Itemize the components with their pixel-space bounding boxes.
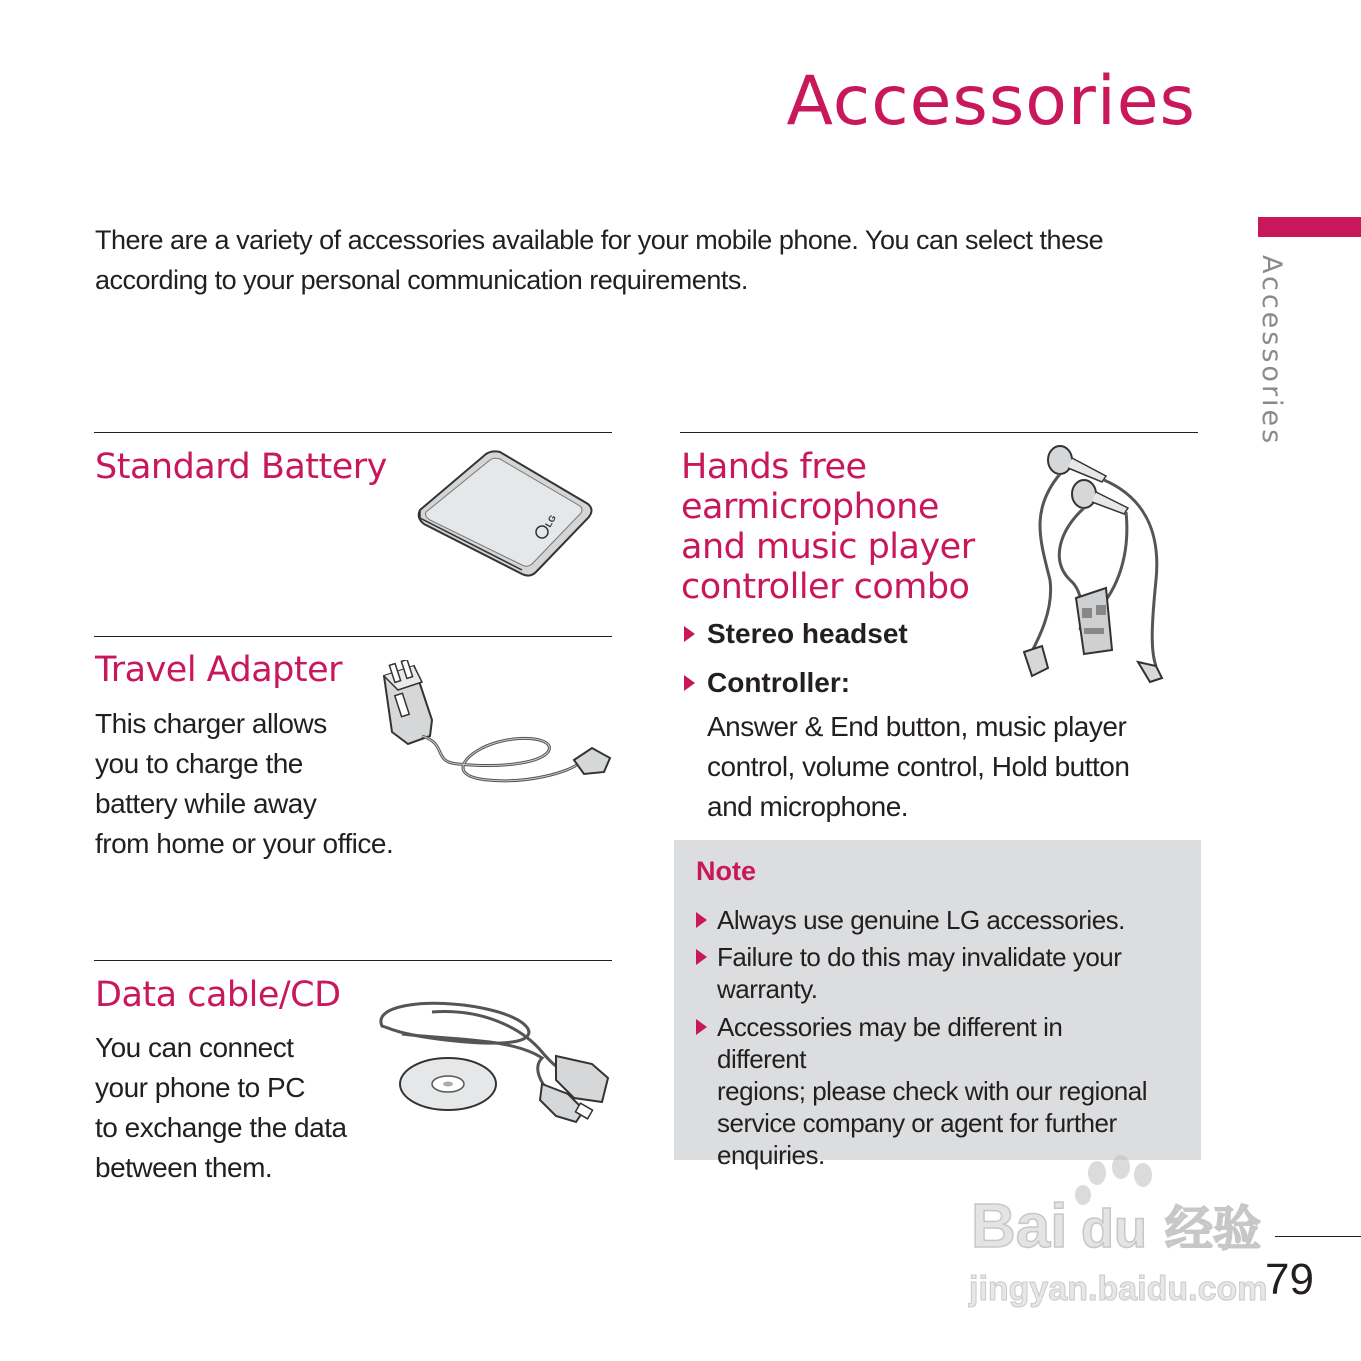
divider-handsfree xyxy=(680,432,1198,433)
note-line: regions; please check with our regional xyxy=(717,1076,1147,1106)
watermark-url: jingyan.baidu.com xyxy=(969,1270,1268,1308)
handsfree-title-line: controller combo xyxy=(681,567,970,607)
controller-line: and microphone. xyxy=(707,791,909,822)
battery-illustration xyxy=(412,446,597,581)
note-title: Note xyxy=(696,856,756,886)
datacable-line: between them. xyxy=(95,1152,273,1183)
intro-paragraph: There are a variety of accessories available for your mobile phone. You can select these according to your personal communication requirements. xyxy=(95,225,1104,295)
bullet-text: Stereo headset xyxy=(707,618,908,649)
watermark-brand: Bai xyxy=(971,1192,1068,1261)
note-item-3 xyxy=(696,1011,1157,1171)
watermark-brand-du: du xyxy=(1081,1199,1147,1259)
handsfree-title xyxy=(681,447,975,607)
note-item-2 xyxy=(696,941,1157,1005)
controller-description xyxy=(707,707,1129,827)
divider-adapter xyxy=(94,636,612,637)
page-number: 79 xyxy=(1265,1255,1314,1304)
note-line: warranty. xyxy=(717,974,818,1004)
controller-line: control, volume control, Hold button xyxy=(707,751,1130,782)
battery-logo: LG xyxy=(543,513,558,529)
note-line: Failure to do this may invalidate your xyxy=(717,942,1122,972)
triangle-bullet-icon xyxy=(684,675,695,691)
note-line: Accessories may be different in different xyxy=(717,1012,1063,1074)
battery-title: Standard Battery xyxy=(95,447,387,487)
bullet-controller xyxy=(684,667,850,699)
triangle-bullet-icon xyxy=(696,1019,707,1035)
note-item-1 xyxy=(696,904,1157,936)
datacable-title: Data cable/CD xyxy=(95,975,341,1015)
watermark-brand-cn: 经验 xyxy=(1165,1203,1262,1256)
datacable-line: your phone to PC xyxy=(95,1072,305,1103)
triangle-bullet-icon xyxy=(696,912,707,928)
divider-battery xyxy=(94,432,612,433)
datacable-cd-illustration xyxy=(372,998,612,1130)
handsfree-title-line: earmicrophone xyxy=(681,487,939,527)
note-box xyxy=(674,840,1201,1170)
divider-datacable xyxy=(94,960,612,961)
handsfree-title-line: Hands free xyxy=(681,447,867,487)
datacable-description xyxy=(95,1028,347,1188)
adapter-line: from home or your office. xyxy=(95,828,394,859)
adapter-description xyxy=(95,704,393,864)
page-title: Accessories xyxy=(786,62,1196,141)
datacable-line: You can connect xyxy=(95,1032,294,1063)
datacable-line: to exchange the data xyxy=(95,1112,347,1143)
adapter-line: you to charge the xyxy=(95,748,303,779)
side-tab-label xyxy=(1255,255,1295,447)
side-tab-text: Accessories xyxy=(1256,255,1287,447)
controller-line: Answer & End button, music player xyxy=(707,711,1127,742)
travel-adapter-illustration xyxy=(378,660,614,785)
adapter-title: Travel Adapter xyxy=(95,650,343,690)
handsfree-title-line: and music player xyxy=(681,527,975,567)
adapter-line: This charger allows xyxy=(95,708,327,739)
paw-icon xyxy=(1075,1155,1152,1205)
triangle-bullet-icon xyxy=(696,949,707,965)
note-line: enquiries. xyxy=(717,1140,825,1170)
bullet-stereo-headset xyxy=(684,618,908,650)
bullet-text: Controller: xyxy=(707,667,851,698)
adapter-line: battery while away xyxy=(95,788,317,819)
triangle-bullet-icon xyxy=(684,626,695,642)
headset-illustration xyxy=(1020,440,1170,685)
page-number-rule xyxy=(1275,1236,1361,1237)
note-line: Always use genuine LG accessories. xyxy=(717,905,1125,935)
side-tab-bar xyxy=(1258,217,1361,237)
baidu-watermark xyxy=(965,1155,1275,1315)
note-line: service company or agent for further xyxy=(717,1108,1117,1138)
